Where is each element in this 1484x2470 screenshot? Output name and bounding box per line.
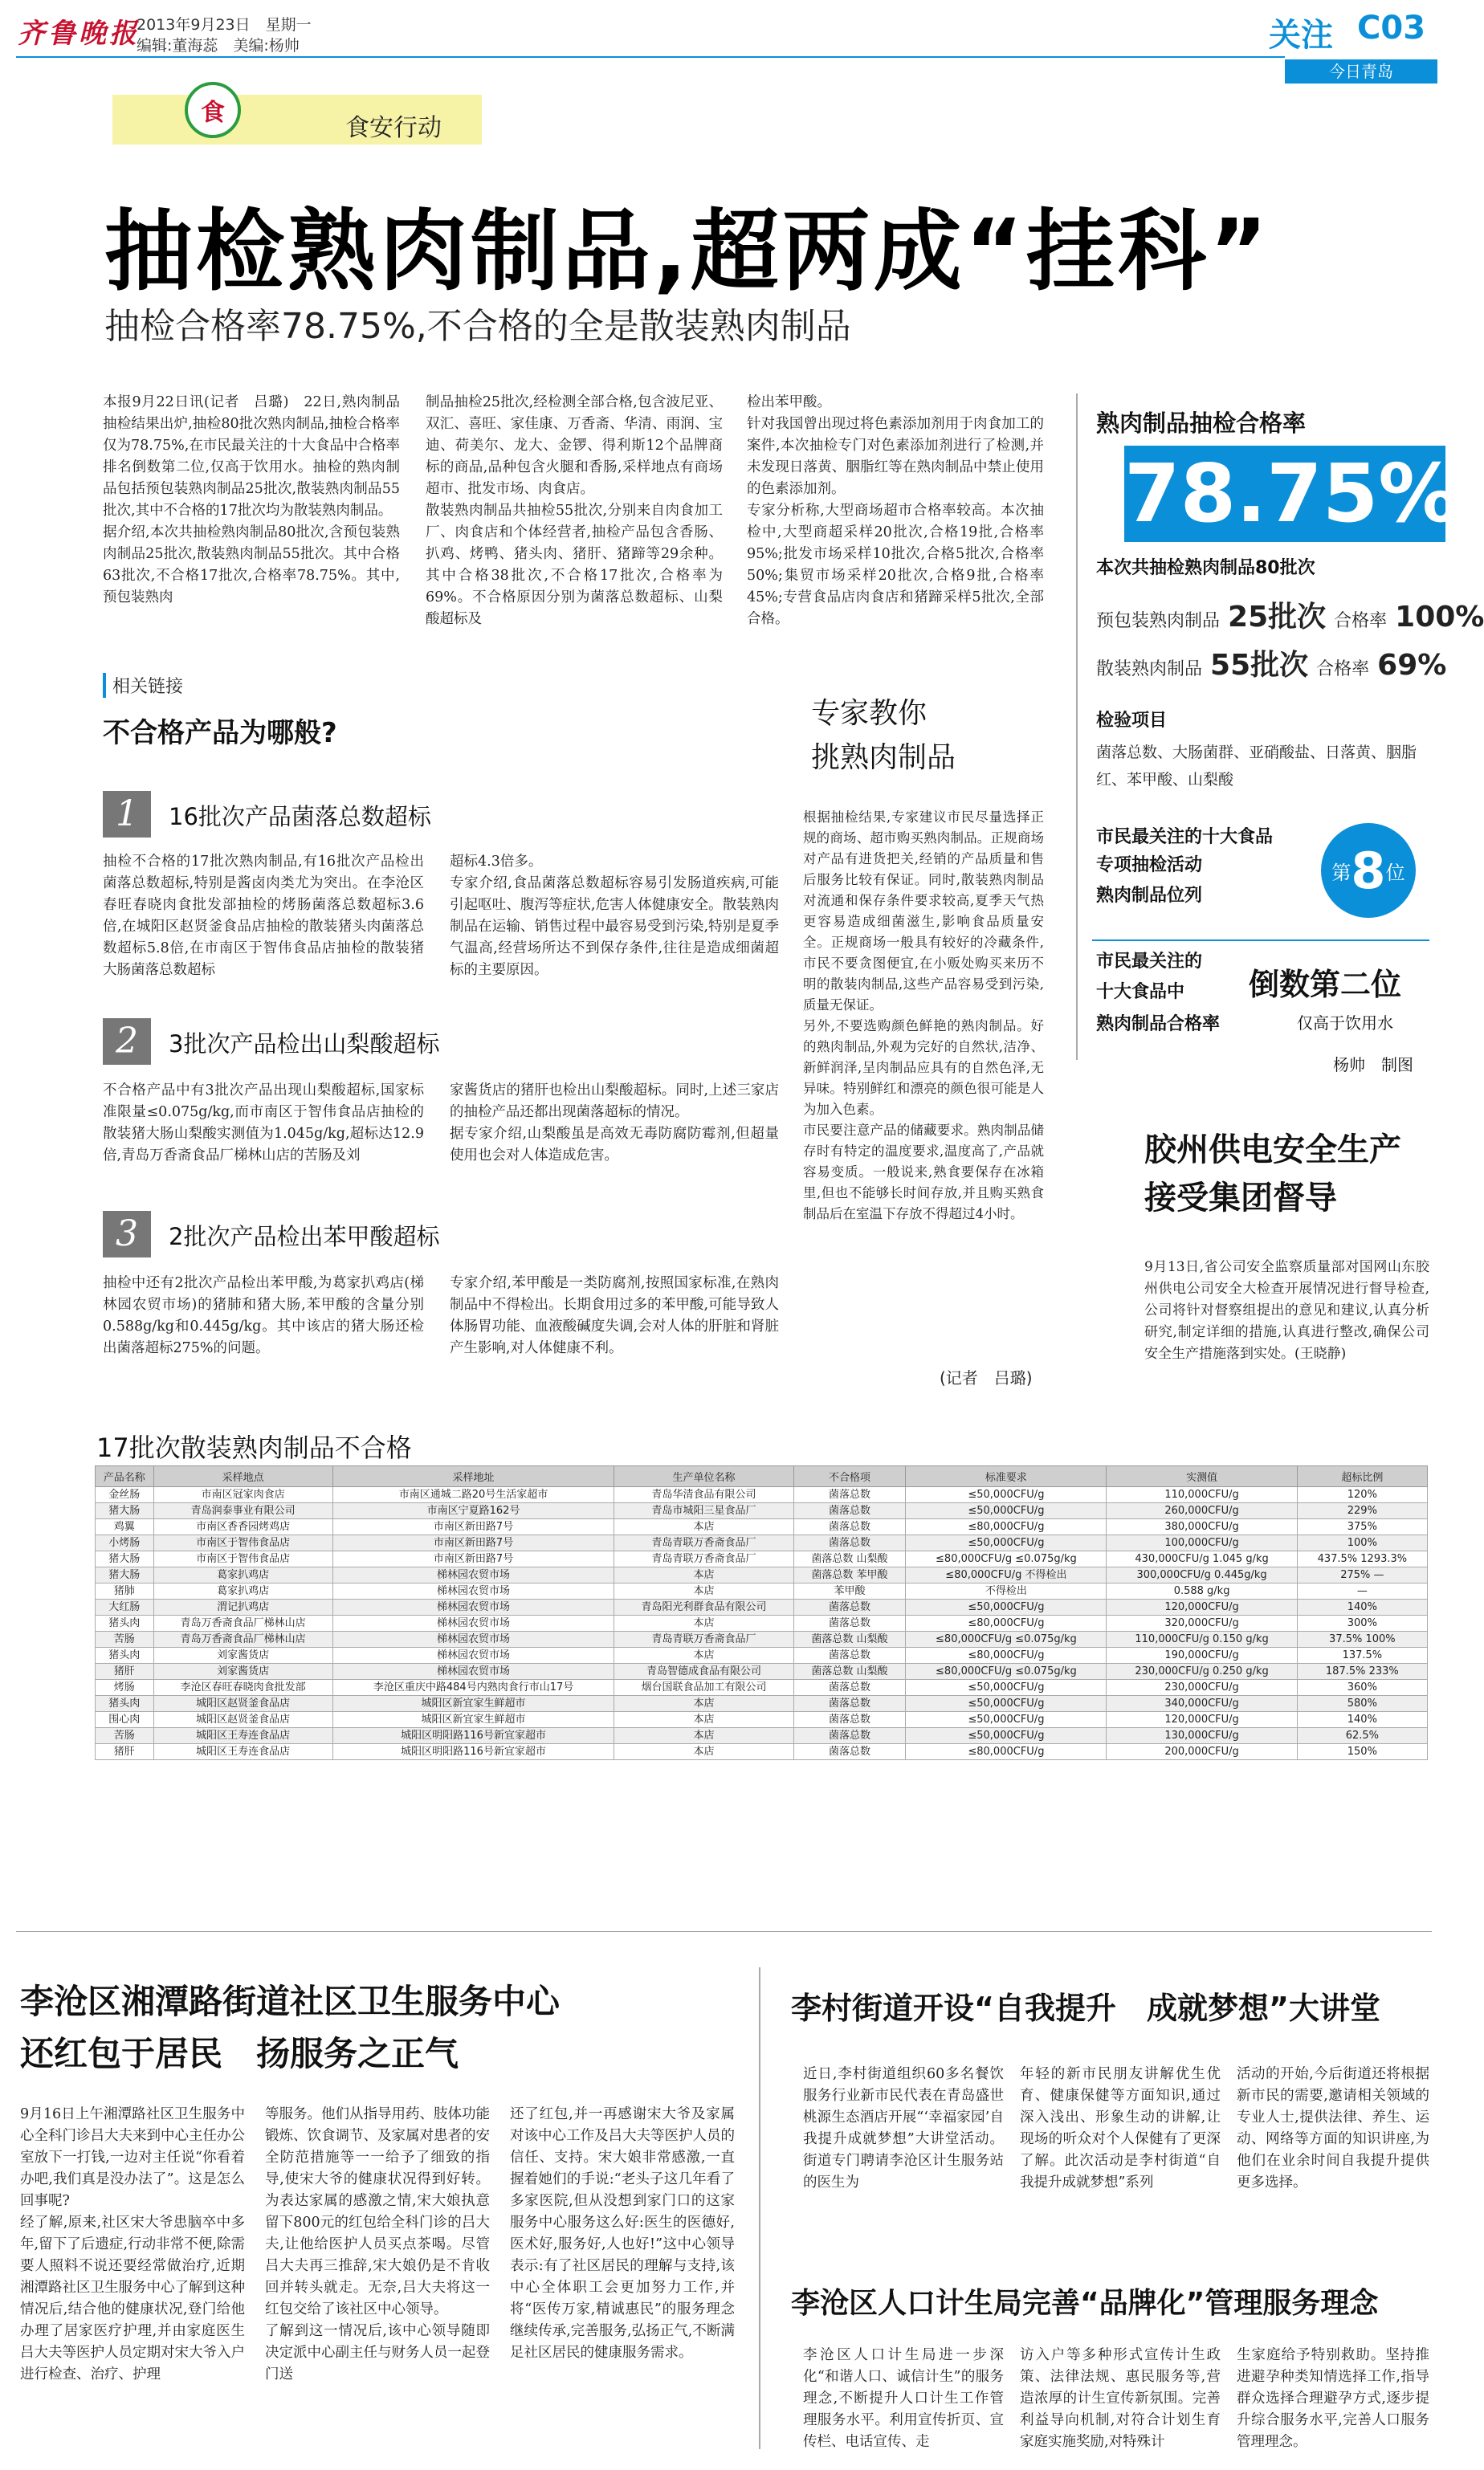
table-cell: 猪大肠 [96,1551,154,1567]
second-line-2: 十大食品中 [1096,982,1185,1002]
table-cell: 猪肝 [96,1744,154,1760]
item-title-3: 2批次产品检出苯甲酸超标 [169,1223,440,1250]
table-cell: 110,000CFU/g 0.150 g/kg [1107,1632,1297,1648]
item-body-1-right: 超标4.3倍多。 专家介绍,食品菌落总数超标容易引发肠道疾病,可能引起呕吐、腹泻等症状,危害人体健康安全。散装熟肉制品在运输、销售过程中最容易受到污染,特别是夏季气温高,经营场所达不到保存条件,往往是造成细菌超标的主要原因。 [450,854,779,978]
table-row [96,1744,1428,1760]
bottom-right-top-title: 李村街道开设“自我提升 成就梦想”大讲堂 [791,1991,1380,2026]
prepack-rate: 100% [1395,601,1484,634]
table-cell: 烤肠 [96,1680,154,1696]
lead-column-1: 本报9月22日讯(记者 吕璐) 22日,熟肉制品抽检结果出炉,抽检80批次熟肉制品,抽检合格率仅为78.75%,在市民最关注的十大食品中合格率排名倒数第二位,仅高于饮用水。抽检的熟肉制品包括预包装熟肉制品25批次,散装熟肉制品55批次,其中不合格的17批次均为散装熟肉制品。 据介绍,本次共抽检熟肉制品80批次,含预包装熟肉制品25批次,散装熟肉制品55批次。其中合格63批次,不合格17批次,合格率78.75%。其中,预包装熟肉 [103,394,400,605]
table-cell: 梯林园农贸市场 [332,1664,614,1680]
table-cell: 围心肉 [96,1712,154,1728]
table-cell: 金丝肠 [96,1487,154,1503]
bottom-left-col-1: 9月16日上午湘潭路社区卫生服务中心全科门诊吕大夫来到中心主任办公室放下一打钱,一边对主任说“你看着办吧,我们真是没办法了”。这是怎么回事呢? 经了解,原来,社区宋大爷患脑卒中多年,留下了后遗症,行动非常不便,除需要人照料不说还要经常做治疗,近期湘潭路社区卫生服务中心了解到这种情况后,结合他的健康状况,登门给他办理了居家医疗护理,并由家庭医生吕大夫等医护人员定期对宋大爷入户进行检查、治疗、护理 [20,2106,245,2382]
expert-title-2: 挑熟肉制品 [811,741,956,774]
table-row [96,1487,1428,1503]
table-header-cell: 实测值 [1107,1466,1297,1487]
table-cell: 本店 [614,1567,793,1583]
table-cell: 李沧区重庆中路484号内熟肉食行市山17号 [332,1680,614,1696]
bulk-rate: 69% [1377,649,1447,682]
table-cell: 本店 [614,1583,793,1600]
item-title-1: 16批次产品菌落总数超标 [169,803,431,830]
table-cell: 梯林园农贸市场 [332,1567,614,1583]
table-cell: 菌落总数 [793,1519,906,1535]
table-cell: ≤50,000CFU/g [906,1712,1107,1728]
side-news-body: 9月13日,省公司安全监察质量部对国网山东胶州供电公司安全大检查开展情况进行督导检查,公司将针对督察组提出的意见和建议,认真分析研究,制定详细的措施,认真进行整改,确保公司安全生产措施落到实处。(王晓静) [1144,1259,1429,1362]
side-news-title-1: 胶州供电安全生产 [1144,1131,1401,1168]
item-number-2: 2 [103,1018,151,1065]
table-cell: ≤50,000CFU/g [906,1728,1107,1744]
table-cell: ≤50,000CFU/g [906,1680,1107,1696]
table-cell: 110,000CFU/g [1107,1487,1297,1503]
table-cell: 320,000CFU/g [1107,1616,1297,1632]
table-cell: 梯林园农贸市场 [332,1583,614,1600]
table-title: 17批次散装熟肉制品不合格 [96,1433,412,1463]
sub-section: 今日青岛 [1285,59,1437,84]
table-cell: 190,000CFU/g [1107,1648,1297,1664]
lead-column-2: 制品抽检25批次,经检测全部合格,包含波尼亚、双汇、喜旺、家佳康、万香斋、华清、雨润、宝迪、荷美尔、龙大、金锣、得利斯12个品牌商标的商品,品种包含火腿和香肠,采样地点有商场超市、批发市场、肉食店。 散装熟肉制品共抽检55批次,分别来自肉食加工厂、肉食店和个体经营者,抽检产品包含香肠、扒鸡、烤鸭、猪头肉、猪肝、猪蹄等29余种。其中合格38批次,不合格17批次,合格率为69%。不合格原因分别为菌落总数超标、山梨酸超标及 [426,394,723,627]
table-cell: 本店 [614,1616,793,1632]
second-small: 仅高于饮用水 [1297,1013,1393,1033]
table-cell: 青岛万香斋食品厂梯林山店 [153,1616,332,1632]
food-safety-logo: 食 [185,82,241,138]
second-big: 倒数第二位 [1249,967,1402,1002]
table-cell: 渭记扒鸡店 [153,1600,332,1616]
bottom-right-bottom-title: 李沧区人口计生局完善“品牌化”管理服务理念 [791,2287,1379,2320]
table-row [96,1648,1428,1664]
table-cell: ≤50,000CFU/g [906,1535,1107,1551]
bottom-right-top-col-1: 近日,李村街道组织60多名餐饮服务行业新市民代表在青岛盛世桃源生态酒店开展“‘幸福家园’自我提升成就梦想”大讲堂活动。街道专门聘请李沧区计生服务站的医生为 [803,2066,1004,2191]
table-cell: 菌落总数 [793,1600,906,1616]
table-header-cell: 超标比例 [1297,1466,1427,1487]
related-tag: 相关链接 [103,673,190,698]
table-cell: 城阳区赵贤釜食品店 [153,1712,332,1728]
item-number-3: 3 [103,1211,151,1257]
table-cell: 37.5% 100% [1297,1632,1427,1648]
table-row [96,1567,1428,1583]
table-cell: 城阳区王寿连食品店 [153,1728,332,1744]
expert-title-1: 专家教你 [811,697,928,730]
newspaper-logo: 齐鲁晚报 [18,18,140,50]
table-row [96,1600,1428,1616]
table-cell: ≤50,000CFU/g [906,1696,1107,1712]
table-row [96,1535,1428,1551]
table-cell: 葛家扒鸡店 [153,1583,332,1600]
table-cell: 刘家酱货店 [153,1648,332,1664]
second-line-1: 市民最关注的 [1096,952,1203,972]
item-body-3-left: 抽检中还有2批次产品检出苯甲酸,为葛家扒鸡店(梯林园农贸市场)的猪肺和猪大肠,苯甲酸的含量分别0.588g/kg和0.445g/kg。其中该店的猪大肠还检出菌落超标275%的问题。 [103,1275,424,1356]
table-cell: — [1297,1583,1427,1600]
table-cell: 城阳区明阳路116号新宜家超市 [332,1728,614,1744]
table-cell: 青岛润泰事业有限公司 [153,1503,332,1519]
table-cell: 本店 [614,1648,793,1664]
table-cell: 150% [1297,1744,1427,1760]
table-cell: 城阳区赵贤釜食品店 [153,1696,332,1712]
table-cell: 菌落总数 [793,1487,906,1503]
table-cell: 本店 [614,1712,793,1728]
table-cell: 猪肝 [96,1664,154,1680]
table-cell: 200,000CFU/g [1107,1744,1297,1760]
table-cell: 市南区新田路7号 [332,1551,614,1567]
table-cell: 城阳区新宜家生鲜超市 [332,1712,614,1728]
bottom-left-col-3: 还了红包,并一再感谢宋大爷及家属对该中心工作及吕大夫等医护人员的信任、支持。宋大娘非常感激,一直握着她们的手说:“老头子这几年看了多家医院,但从没想到家门口的这家服务中心服务这么好:医生的医德好,医术好,服务好,人也好!”这中心领导表示:有了社区居民的理解与支持,该中心全体职工会更加努力工作,并将“医传万家,精诚惠民”的服务理念继续传承,完善服务,弘扬正气,不断满足社区居民的健康服务需求。 [510,2106,735,2361]
table-cell: 城阳区明阳路116号新宜家超市 [332,1744,614,1760]
table-header-cell: 生产单位名称 [614,1466,793,1487]
table-cell: 130,000CFU/g [1107,1728,1297,1744]
item-body-3-right: 专家介绍,苯甲酸是一类防腐剂,按照国家标准,在熟肉制品中不得检出。长期食用过多的苯甲酸,可能导致人体肠胃功能、血液酸碱度失调,会对人体的肝脏和肾脏产生影响,对人体健康不利。 [450,1275,779,1356]
item-body-2-left: 不合格产品中有3批次产品出现山梨酸超标,国家标准限量≤0.075g/kg,而市南区于智伟食品店抽检的散装猪大肠山梨酸实测值为1.045g/kg,超标达12.9倍,青岛万香斋食品厂梯林山店的苦肠及刘 [103,1082,424,1164]
table-cell: 鸡翼 [96,1519,154,1535]
table-cell: ≤80,000CFU/g [906,1616,1107,1632]
table-cell: 猪肺 [96,1583,154,1600]
table-cell: 葛家扒鸡店 [153,1567,332,1583]
bottom-right-top-col-2: 年轻的新市民朋友讲解优生优育、健康保健等方面知识,通过深入浅出、形象生动的讲解,让现场的听众对个人保健有了更深了解。此次活动是李村街道“自我提升成就梦想”系列 [1020,2066,1221,2191]
prepack-row [1096,594,1484,635]
prepack-label: 预包装熟肉制品 [1096,611,1221,631]
table-cell: 市南区于智伟食品店 [153,1535,332,1551]
table-cell: 300% [1297,1616,1427,1632]
table-cell: 375% [1297,1519,1427,1535]
second-line-3: 熟肉制品合格率 [1096,1014,1221,1034]
table-cell: 城阳区王寿连食品店 [153,1744,332,1760]
table-cell: 230,000CFU/g [1107,1680,1297,1696]
item-number-1: 1 [103,791,151,838]
table-cell: 275% — [1297,1567,1427,1583]
bottom-right-top-col-3: 活动的开始,今后街道还将根据新市民的需要,邀请相关领域的专业人士,提供法律、养生、运动、网络等方面的知识讲座,为他们在业余时间自我提升提供更多选择。 [1237,2066,1429,2191]
bottom-divider [759,1967,760,2449]
rank-line-3: 熟肉制品位列 [1096,886,1203,906]
table-row [96,1712,1428,1728]
table-cell: 青岛青联万香斋食品厂 [614,1535,793,1551]
test-items: 菌落总数、大肠菌群、亚硝酸盐、日落黄、胭脂红、苯甲酸、山梨酸 [1096,744,1417,789]
table-cell: 140% [1297,1600,1427,1616]
table-cell: ≤80,000CFU/g [906,1648,1107,1664]
table-cell: 187.5% 233% [1297,1664,1427,1680]
topic-label: 食安行动 [345,114,442,142]
table-cell: 青岛青联万香斋食品厂 [614,1632,793,1648]
bulk-label: 散装熟肉制品 [1096,659,1203,679]
table-cell: ≤50,000CFU/g [906,1503,1107,1519]
table-cell: 猪头肉 [96,1616,154,1632]
table-cell: 菌落总数 山梨酸 [793,1632,906,1648]
lead-column-3: 检出苯甲酸。 针对我国曾出现过将色素添加剂用于肉食加工的案件,本次抽检专门对色素添加剂进行了检测,并未发现日落黄、胭脂红等在熟肉制品中禁止使用的色素添加剂。 专家分析称,大型商场超市合格率较高。本次抽检中,大型商超采样20批次,合格19批,合格率95%;批发市场采样10批次,合格5批次,合格率50%;集贸市场采样20批次,合格9批,合格率45%;专营食品店肉食店和猪蹄采样5批次,全部合格。 [747,394,1044,627]
table-cell: ≤80,000CFU/g 不得检出 [906,1567,1107,1583]
table-cell: 青岛华清食品有限公司 [614,1487,793,1503]
table-cell: 梯林园农贸市场 [332,1632,614,1648]
table-cell: 62.5% [1297,1728,1427,1744]
related-title: 不合格产品为哪般? [103,717,337,749]
table-cell: 本店 [614,1519,793,1535]
table-cell: 120% [1297,1487,1427,1503]
table-cell: 菌落总数 [793,1503,906,1519]
table-header-cell: 不合格项 [793,1466,906,1487]
table-cell: 猪大肠 [96,1567,154,1583]
table-cell: 260,000CFU/g [1107,1503,1297,1519]
table-cell: 菌落总数 山梨酸 [793,1664,906,1680]
table-cell: 大红肠 [96,1600,154,1616]
header-rule [16,56,1285,58]
bottom-left-title-2: 还红包于居民 扬服务之正气 [20,2034,459,2073]
table-cell: 菌落总数 [793,1712,906,1728]
table-cell: 本店 [614,1744,793,1760]
item-body-2-right: 家酱货店的猪肝也检出山梨酸超标。同时,上述三家店的抽检产品还都出现菌落超标的情况。 据专家介绍,山梨酸虽是高效无毒防腐防霉剂,但超量使用也会对人体造成危害。 [450,1082,779,1164]
table-cell: 市南区宁夏路162号 [332,1503,614,1519]
bottom-rule [16,1931,1432,1932]
editor-credit: 编辑:董海蕊 美编:杨帅 [137,37,300,55]
table-row [96,1616,1428,1632]
table-row [96,1503,1428,1519]
table-cell: ≤80,000CFU/g [906,1744,1107,1760]
expert-byline: (记者 吕璐) [940,1368,1033,1388]
table-row [96,1680,1428,1696]
table-cell: 烟台国联食品加工有限公司 [614,1680,793,1696]
table-cell: 140% [1297,1712,1427,1728]
table-cell: 城阳区新宜家生鲜超市 [332,1696,614,1712]
table-cell: ≤80,000CFU/g [906,1519,1107,1535]
page-code: C03 [1357,10,1426,47]
failed-products-table [95,1465,1428,1760]
table-cell: 120,000CFU/g [1107,1600,1297,1616]
rank-badge: 第 8 位 [1321,823,1416,918]
table-cell: 菌落总数 [793,1616,906,1632]
table-cell: 市南区于智伟食品店 [153,1551,332,1567]
table-cell: ≤80,000CFU/g ≤0.075g/kg [906,1664,1107,1680]
sidebar-title: 熟肉制品抽检合格率 [1096,410,1307,437]
table-cell: 青岛青联万香斋食品厂 [614,1551,793,1567]
table-cell: ≤80,000CFU/g ≤0.075g/kg [906,1632,1107,1648]
item-body-1-left: 抽检不合格的17批次熟肉制品,有16批次产品检出菌落总数超标,特别是酱卤肉类尤为突出。在李沧区春旺春晓肉食批发部抽检的烤肠菌落总数超标3.6倍,在城阳区赵贤釜食品店抽检的散装猪头肉菌落总数超标5.8倍,在市南区于智伟食品店抽检的散装猪大肠菌落总数超标 [103,854,424,978]
expert-body: 根据抽检结果,专家建议市民尽量选择正规的商场、超市购买熟肉制品。正规商场对产品有进货把关,经销的产品质量和售后服务比较有保证。同时,散装熟肉制品对流通和保存条件要求较高,夏季天气热更容易造成细菌滋生,影响食品质量安全。正规商场一般具有较好的冷藏条件,市民不要贪图便宜,在小贩处购买来历不明的散装肉制品,这些产品容易受到污染,质量无保证。 另外,不要选购颜色鲜艳的熟肉制品。好的熟肉制品,外观为完好的自然状,洁净、新鲜润泽,呈肉制品应具有的自然色泽,无异味。特别鲜红和漂亮的颜色很可能是人为加入色素。 市民要注意产品的储藏要求。熟肉制品储存时有特定的温度要求,温度高了,产品就容易变质。一般说来,熟食要保存在冰箱里,但也不能够长时间存放,并且购买熟食制品后在室温下存放不得超过4小时。 [803,809,1044,1221]
rank-line-2: 专项抽检活动 [1096,855,1203,875]
table-row [96,1519,1428,1535]
table-cell: 市南区香香园烤鸡店 [153,1519,332,1535]
table-cell: 猪头肉 [96,1696,154,1712]
table-cell: 梯林园农贸市场 [332,1616,614,1632]
table-cell: 菌落总数 [793,1535,906,1551]
table-cell: 不得检出 [906,1583,1107,1600]
table-cell: ≤50,000CFU/g [906,1487,1107,1503]
table-cell: 苦肠 [96,1632,154,1648]
table-header-cell: 标准要求 [906,1466,1107,1487]
table-cell: 230,000CFU/g 0.250 g/kg [1107,1664,1297,1680]
prepack-count: 25批次 [1228,601,1327,634]
table-cell: 菌落总数 [793,1696,906,1712]
table-cell: 100,000CFU/g [1107,1535,1297,1551]
table-cell: 437.5% 1293.3% [1297,1551,1427,1567]
table-cell: 菌落总数 [793,1648,906,1664]
bottom-left-title-1: 李沧区湘潭路街道社区卫生服务中心 [20,1982,561,2021]
table-cell: 李沧区春旺春晓肉食批发部 [153,1680,332,1696]
table-cell: 340,000CFU/g [1107,1696,1297,1712]
table-header-cell: 产品名称 [96,1466,154,1487]
table-cell: 猪大肠 [96,1503,154,1519]
side-news-title-2: 接受集团督导 [1144,1180,1337,1217]
table-cell: 430,000CFU/g 1.045 g/kg [1107,1551,1297,1567]
table-cell: 0.588 g/kg [1107,1583,1297,1600]
table-cell: 小烤肠 [96,1535,154,1551]
main-headline: 抽检熟肉制品,超两成“挂科” [104,200,1271,303]
sub-headline: 抽检合格率78.75%,不合格的全是散装熟肉制品 [104,306,851,347]
test-items-title: 检验项目 [1096,711,1168,731]
pass-rate: 78.75% [1124,446,1459,540]
table-cell: 市南区新田路7号 [332,1535,614,1551]
table-cell: 菌落总数 山梨酸 [793,1551,906,1567]
table-cell: 580% [1297,1696,1427,1712]
table-cell: 青岛阳光利群食品有限公司 [614,1600,793,1616]
total-batches: 本次共抽检熟肉制品80批次 [1096,558,1315,578]
table-cell: 137.5% [1297,1648,1427,1664]
issue-date: 2013年9月23日 星期一 [137,16,312,34]
bottom-right-bottom-col-3: 生家庭给予特别救助。坚持推进避孕种类知情选择工作,指导群众选择合理避孕方式,逐步提升综合服务水平,完善人口服务管理理念。 [1237,2347,1429,2450]
sidebar-divider [1076,393,1078,1060]
table-cell: 青岛智德成食品有限公司 [614,1664,793,1680]
table-cell: 梯林园农贸市场 [332,1648,614,1664]
bulk-rate-label: 合格率 [1316,659,1370,679]
rank-line-1: 市民最关注的十大食品 [1096,827,1274,847]
table-cell: 青岛万香斋食品厂梯林山店 [153,1632,332,1648]
prepack-rate-label: 合格率 [1334,611,1388,631]
table-cell: 120,000CFU/g [1107,1712,1297,1728]
table-cell: ≤80,000CFU/g ≤0.075g/kg [906,1551,1107,1567]
item-title-2: 3批次产品检出山梨酸超标 [169,1030,440,1058]
table-header-cell: 采样地址 [332,1466,614,1487]
bottom-left-col-2: 等服务。他们从指导用药、肢体功能锻炼、饮食调节、及家属对患者的安全防范措施等一一给予了细致的指导,使宋大爷的健康状况得到好转。为表达家属的感激之情,宋大娘执意留下800元的红包给全科门诊的吕大夫,让他给医护人员买点茶喝。尽管吕大夫再三推辞,宋大娘仍是不肯收回并转头就走。无奈,吕大夫将这一红包交给了该社区中心领导。 了解到这一情况后,该中心领导随即决定派中心副主任与财务人员一起登门送 [265,2106,490,2382]
bulk-row [1096,642,1446,683]
table-cell: 市南区新田路7号 [332,1519,614,1535]
table-cell: 梯林园农贸市场 [332,1600,614,1616]
table-cell: 市南区通城二路20号生活家超市 [332,1487,614,1503]
table-cell: 380,000CFU/g [1107,1519,1297,1535]
table-row [96,1632,1428,1648]
table-cell: 229% [1297,1503,1427,1519]
table-cell: 刘家酱货店 [153,1664,332,1680]
table-row [96,1551,1428,1567]
table-cell: 菌落总数 [793,1728,906,1744]
table-header-cell: 采样地点 [153,1466,332,1487]
table-cell: 菌落总数 [793,1744,906,1760]
table-cell: ≤50,000CFU/g [906,1600,1107,1616]
table-row [96,1728,1428,1744]
table-cell: 市南区冠家肉食店 [153,1487,332,1503]
table-cell: 菌落总数 苯甲酸 [793,1567,906,1583]
table-cell: 苦肠 [96,1728,154,1744]
table-cell: 青岛市城阳三星食品厂 [614,1503,793,1519]
table-cell: 360% [1297,1680,1427,1696]
table-cell: 本店 [614,1696,793,1712]
sidebar-rule [1092,939,1429,941]
table-cell: 300,000CFU/g 0.445g/kg [1107,1567,1297,1583]
graphic-credit: 杨帅 制图 [1333,1055,1413,1074]
table-cell: 本店 [614,1728,793,1744]
bulk-count: 55批次 [1210,649,1309,682]
bottom-right-bottom-col-1: 李沧区人口计生局进一步深化“和谐人口、诚信计生”的服务理念,不断提升人口计生工作管理服务水平。利用宣传折页、宣传栏、电话宣传、走 [803,2347,1004,2450]
table-cell: 菌落总数 [793,1680,906,1696]
table-row [96,1583,1428,1600]
section-title: 关注 [1269,17,1333,54]
table-cell: 100% [1297,1535,1427,1551]
table-cell: 苯甲酸 [793,1583,906,1600]
table-row [96,1696,1428,1712]
table-cell: 猪头肉 [96,1648,154,1664]
bottom-right-bottom-col-2: 访入户等多种形式宣传计生政策、法律法规、惠民服务等,营造浓厚的计生宣传新氛围。完善利益导向机制,对符合计划生育家庭实施奖励,对特殊计 [1020,2347,1221,2450]
table-row [96,1664,1428,1680]
